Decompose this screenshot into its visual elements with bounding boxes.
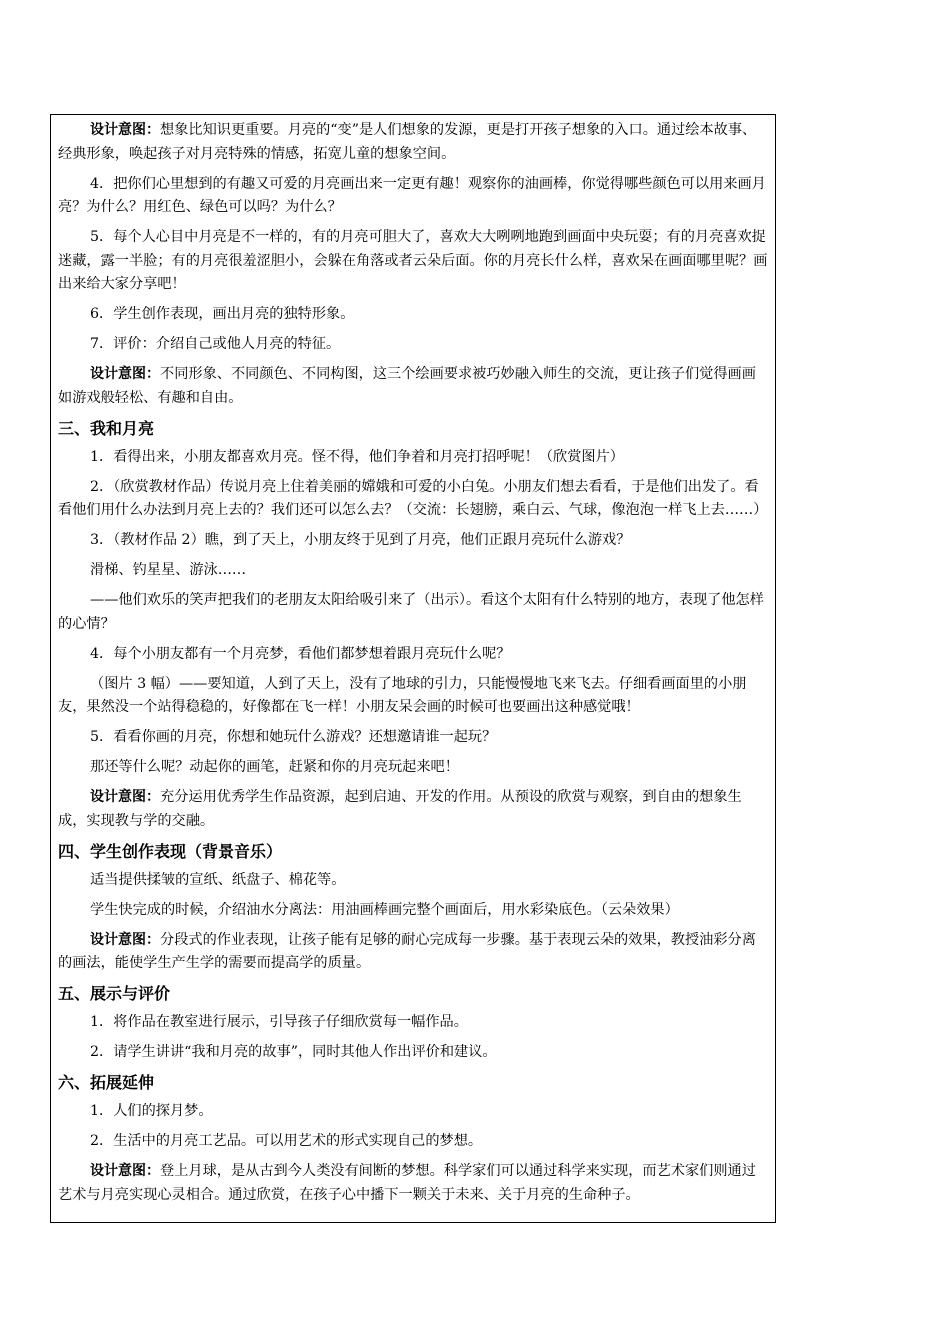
design-intent-paragraph xyxy=(58,1160,768,1207)
paragraph-text: 5．看看你画的月亮，你想和她玩什么游戏？还想邀请谁一起玩？ xyxy=(90,729,497,745)
paragraph xyxy=(58,899,768,923)
paragraph-text: 滑梯、钓星星、游泳…… xyxy=(90,562,247,578)
paragraph-text: 充分运用优秀学生作品资源，起到启迪、开发的作用。从预设的欣赏与观察，到自由的想象生成，实现教与学的交融。 xyxy=(58,789,742,829)
paragraph xyxy=(58,303,768,327)
paragraph-text: 4．把你们心里想到的有趣又可爱的月亮画出来一定更有趣！观察你的油画棒，你觉得哪些颜色可以用来画月亮？为什么？用红色、绿色可以吗？为什么？ xyxy=(58,175,766,215)
paragraph xyxy=(58,1011,768,1035)
paragraph-text: 2．（欣赏教材作品）传说月亮上住着美丽的嫦娥和可爱的小白兔。小朋友们想去看看，于是他们出发了。看看他们用什么办法到月亮上去的？我们还可以怎么去？（交流：长翅膀，乘白云、气球，像泡泡一样飞上去……） xyxy=(58,478,768,518)
paragraph-text: 不同形象、不同颜色、不同构图，这三个绘画要求被巧妙融入师生的交流，更让孩子们觉得画画如游戏般轻松、有趣和自由。 xyxy=(58,366,756,406)
paragraph xyxy=(58,559,768,583)
paragraph-text: 登上月球，是从古到今人类没有间断的梦想。科学家们可以通过科学来实现，而艺术家们则通过艺术与月亮实现心灵相合。通过欣赏，在孩子心中播下一颗关于未来、关于月亮的生命种子。 xyxy=(58,1163,756,1203)
design-intent-label: 设计意图： xyxy=(90,1163,160,1179)
section-heading: 三、我和月亮 xyxy=(58,418,155,438)
paragraph xyxy=(58,589,768,636)
paragraph-text: 5．每个人心目中月亮是不一样的，有的月亮可胆大了，喜欢大大咧咧地跑到画面中央玩耍；有的月亮喜欢捉迷藏，露一半脸；有的月亮很羞涩胆小，会躲在角落或者云朵后面。你的月亮长什么样，喜欢呆在画面哪里呢？画出来给大家分享吧！ xyxy=(58,229,768,292)
design-intent-paragraph xyxy=(58,363,768,410)
section-heading: 六、拓展延伸 xyxy=(58,1073,155,1092)
paragraph-text: 6．学生创作表现，画出月亮的独特形象。 xyxy=(90,306,355,322)
lesson-plan-content xyxy=(58,119,768,1214)
paragraph-text: 7．评价：介绍自己或他人月亮的特征。 xyxy=(90,336,341,352)
paragraph-text: 1．将作品在教室进行展示，引导孩子仔细欣赏每一幅作品。 xyxy=(90,1014,468,1030)
paragraph xyxy=(58,173,768,220)
paragraph-text: ——他们欢乐的笑声把我们的老朋友太阳给吸引来了（出示）。看这个太阳有什么特别的地方，表现了他怎样的心情？ xyxy=(58,592,764,632)
paragraph xyxy=(58,226,768,297)
paragraph xyxy=(58,529,768,553)
paragraph xyxy=(58,476,768,523)
paragraph-text: 学生快完成的时候，介绍油水分离法：用油画棒画完整个画面后，用水彩染底色。（云朵效果） xyxy=(90,901,679,918)
paragraph-text: 1．人们的探月梦。 xyxy=(90,1103,213,1119)
section-heading: 四、学生创作表现（背景音乐） xyxy=(58,841,283,861)
paragraph-text: 那还等什么呢？动起你的画笔，赶紧和你的月亮玩起来吧！ xyxy=(90,759,459,775)
design-intent-label: 设计意图： xyxy=(90,366,160,382)
paragraph xyxy=(58,333,768,357)
design-intent-paragraph xyxy=(58,119,768,166)
paragraph xyxy=(58,726,768,750)
paragraph xyxy=(58,1100,768,1124)
paragraph-text: 4．每个小朋友都有一个月亮梦，看他们都梦想着跟月亮玩什么呢？ xyxy=(90,645,511,662)
paragraph xyxy=(58,756,768,780)
paragraph-text: 适当提供揉皱的宣纸、纸盘子、棉花等。 xyxy=(90,871,346,888)
paragraph-text: 想象比知识更重要。月亮的“变”是人们想象的发源，更是打开孩子想象的入口。通过绘本故事、经典形象，唤起孩子对月亮特殊的情感，拓宽儿童的想象空间。 xyxy=(58,122,757,162)
paragraph-text: 3．（教材作品 2）瞧，到了天上，小朋友终于见到了月亮，他们正跟月亮玩什么游戏？ xyxy=(90,532,631,548)
paragraph-text: 分段式的作业表现，让孩子能有足够的耐心完成每一步骤。基于表现云朵的效果，教授油彩分离的画法，能使学生产生学的需要而提高学的质量。 xyxy=(58,931,756,971)
paragraph xyxy=(58,673,768,720)
design-intent-label: 设计意图： xyxy=(90,122,160,138)
paragraph-text: （图片 3 幅）——要知道，人到了天上，没有了地球的引力，只能慢慢地飞来飞去。仔细看画面里的小朋友，果然没一个站得稳稳的，好像都在飞一样！小朋友呆会画的时候可也要画出这种感觉哦！ xyxy=(58,675,747,715)
paragraph-text: 2．请学生讲讲“我和月亮的故事”，同时其他人作出评价和建议。 xyxy=(90,1044,497,1060)
paragraph xyxy=(58,446,768,470)
design-intent-label: 设计意图： xyxy=(90,789,160,805)
paragraph-text: 2．生活中的月亮工艺品。可以用艺术的形式实现自己的梦想。 xyxy=(90,1133,483,1149)
paragraph-text: 1．看得出来，小朋友都喜欢月亮。怪不得，他们争着和月亮打招呼呢！（欣赏图片） xyxy=(90,448,624,465)
design-intent-label: 设计意图： xyxy=(90,931,160,948)
paragraph xyxy=(58,1130,768,1154)
design-intent-paragraph xyxy=(58,786,768,833)
paragraph xyxy=(58,869,768,893)
paragraph xyxy=(58,643,768,667)
paragraph xyxy=(58,1041,768,1065)
section-heading: 五、展示与评价 xyxy=(58,984,171,1003)
design-intent-paragraph xyxy=(58,929,768,976)
